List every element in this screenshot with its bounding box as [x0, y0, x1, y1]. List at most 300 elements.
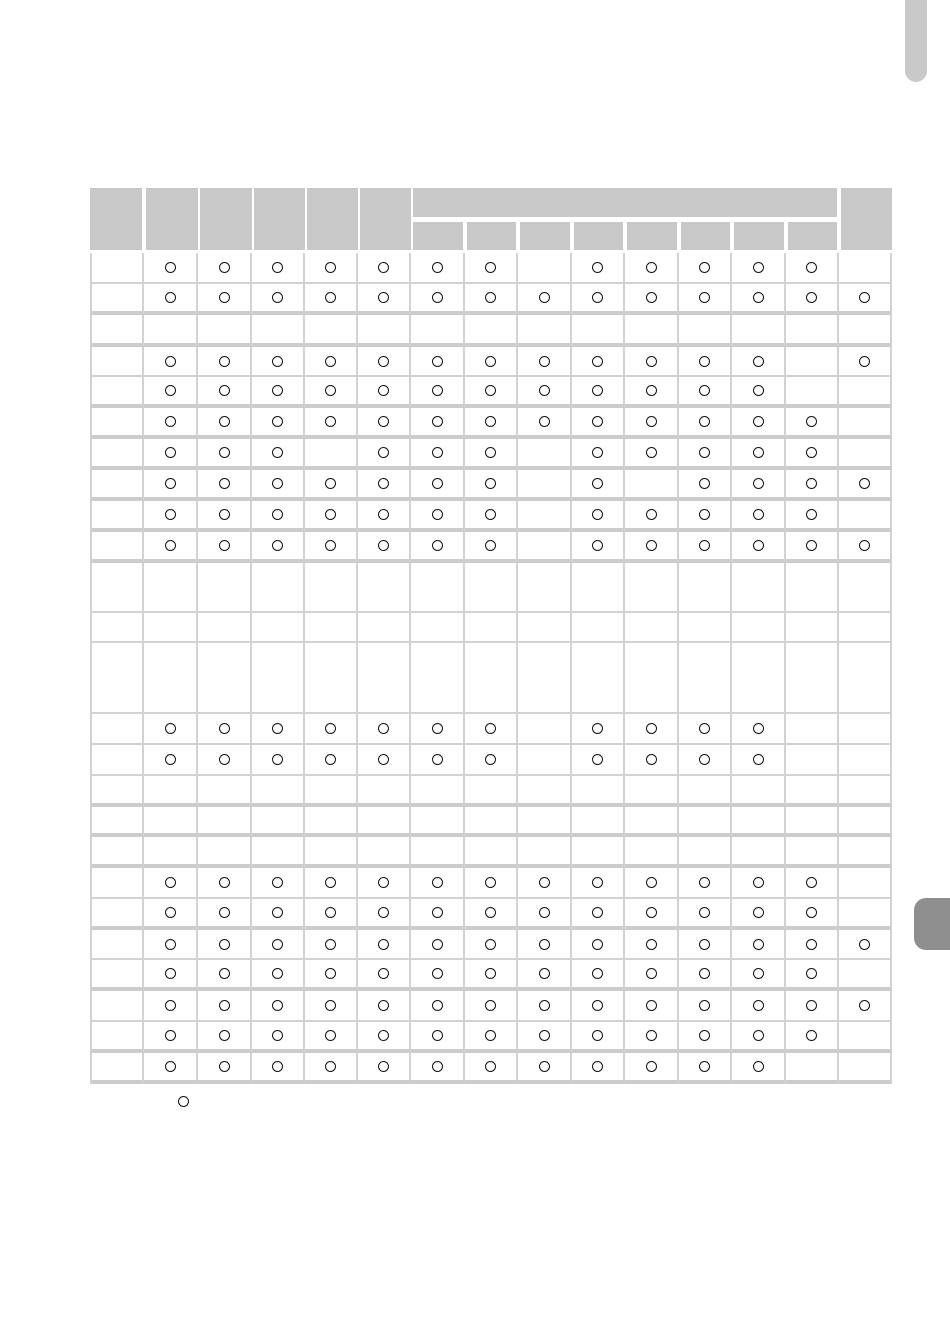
circle-mark-icon [272, 1000, 283, 1011]
table-cell [732, 377, 786, 408]
table-cell [465, 643, 518, 714]
circle-mark-icon [646, 385, 657, 396]
table-cell [572, 470, 625, 501]
circle-mark-icon [165, 907, 176, 918]
circle-mark-icon [485, 478, 496, 489]
table-cell [732, 807, 786, 837]
circle-mark-icon [753, 939, 764, 950]
table-cell [411, 501, 465, 532]
circle-mark-icon [378, 877, 389, 888]
circle-mark-icon [272, 356, 283, 367]
table-cell [411, 837, 465, 868]
table-cell [305, 1022, 358, 1053]
table-cell [839, 501, 892, 532]
circle-mark-icon [272, 262, 283, 273]
row-label [90, 613, 144, 643]
circle-mark-icon [378, 262, 389, 273]
table-cell [252, 613, 305, 643]
table-cell [144, 470, 198, 501]
circle-mark-icon [699, 877, 710, 888]
table-cell [252, 377, 305, 408]
table-cell [252, 643, 305, 714]
table-cell [572, 807, 625, 837]
circle-mark-icon [539, 356, 550, 367]
circle-mark-icon [165, 540, 176, 551]
table-cell [144, 563, 198, 613]
table-cell [358, 807, 411, 837]
table-cell [198, 1053, 252, 1084]
table-cell [839, 613, 892, 643]
circle-mark-icon [699, 723, 710, 734]
table-cell [358, 532, 411, 563]
table-cell [144, 837, 198, 868]
table-cell [732, 1022, 786, 1053]
circle-mark-icon [859, 292, 870, 303]
circle-mark-icon [485, 540, 496, 551]
table-cell [465, 714, 518, 745]
column-header [254, 188, 305, 250]
table-cell [252, 807, 305, 837]
table-cell [411, 613, 465, 643]
row-label [90, 807, 144, 837]
table-cell [518, 253, 572, 284]
circle-mark-icon [272, 939, 283, 950]
circle-mark-icon [806, 540, 817, 551]
circle-mark-icon [432, 1061, 443, 1072]
table-cell [839, 776, 892, 807]
table-cell [625, 408, 679, 439]
row-label [90, 284, 144, 315]
table-cell [305, 315, 358, 347]
table-cell [358, 470, 411, 501]
table-cell [305, 439, 358, 470]
table-cell [518, 868, 572, 899]
table-cell [305, 377, 358, 408]
table-cell [465, 347, 518, 377]
table-cell [679, 991, 732, 1022]
circle-mark-icon [219, 968, 230, 979]
circle-mark-icon [753, 968, 764, 979]
circle-mark-icon [219, 907, 230, 918]
table-cell [732, 439, 786, 470]
table-cell [839, 714, 892, 745]
table-cell [358, 991, 411, 1022]
table-cell [305, 899, 358, 930]
circle-mark-icon [219, 754, 230, 765]
table-cell [411, 930, 465, 960]
circle-mark-icon [432, 1000, 443, 1011]
circle-mark-icon [325, 478, 336, 489]
circle-mark-icon [806, 262, 817, 273]
table-cell [411, 1053, 465, 1084]
table-cell [252, 1022, 305, 1053]
table-cell [411, 408, 465, 439]
circle-mark-icon [485, 356, 496, 367]
circle-mark-icon [592, 1030, 603, 1041]
circle-mark-icon [485, 754, 496, 765]
circle-mark-icon [485, 262, 496, 273]
circle-mark-icon [806, 478, 817, 489]
circle-mark-icon [753, 356, 764, 367]
circle-mark-icon [753, 877, 764, 888]
table-cell [198, 807, 252, 837]
table-cell [358, 745, 411, 776]
table-cell [518, 408, 572, 439]
circle-mark-icon [753, 723, 764, 734]
table-cell [305, 930, 358, 960]
table-cell [198, 868, 252, 899]
table-cell [732, 745, 786, 776]
table-cell [679, 347, 732, 377]
column-subheader [681, 222, 730, 250]
table-cell [305, 960, 358, 991]
circle-mark-icon [646, 754, 657, 765]
table-cell [465, 501, 518, 532]
table-cell [518, 347, 572, 377]
circle-mark-icon [378, 416, 389, 427]
circle-mark-icon [378, 754, 389, 765]
table-cell [144, 532, 198, 563]
table-cell [144, 377, 198, 408]
table-cell [358, 315, 411, 347]
circle-mark-icon [806, 447, 817, 458]
circle-mark-icon [753, 540, 764, 551]
circle-mark-icon [165, 478, 176, 489]
table-cell [679, 714, 732, 745]
table-cell [625, 643, 679, 714]
table-cell [839, 284, 892, 315]
table-cell [144, 745, 198, 776]
table-cell [839, 745, 892, 776]
table-cell [786, 745, 839, 776]
circle-mark-icon [165, 292, 176, 303]
table-cell [679, 613, 732, 643]
circle-mark-icon [325, 416, 336, 427]
table-cell [572, 714, 625, 745]
table-cell [572, 899, 625, 930]
circle-mark-icon [272, 447, 283, 458]
table-cell [465, 1022, 518, 1053]
table-cell [518, 807, 572, 837]
table-cell [625, 439, 679, 470]
circle-mark-icon [378, 385, 389, 396]
row-label [90, 837, 144, 868]
table-cell [252, 439, 305, 470]
table-cell [305, 501, 358, 532]
row-label [90, 745, 144, 776]
column-header [841, 188, 892, 250]
table-cell [465, 899, 518, 930]
circle-mark-icon [165, 1000, 176, 1011]
column-header [360, 188, 411, 250]
circle-mark-icon [753, 478, 764, 489]
circle-mark-icon [485, 1000, 496, 1011]
circle-mark-icon [592, 509, 603, 520]
circle-mark-icon [485, 447, 496, 458]
table-cell [786, 868, 839, 899]
table-cell [305, 532, 358, 563]
table-cell [198, 253, 252, 284]
table-cell [518, 899, 572, 930]
table-cell [358, 563, 411, 613]
table-cell [572, 991, 625, 1022]
table-cell [518, 501, 572, 532]
circle-mark-icon [378, 292, 389, 303]
table-cell [839, 1022, 892, 1053]
table-cell [358, 960, 411, 991]
table-cell [518, 1053, 572, 1084]
circle-mark-icon [485, 877, 496, 888]
table-cell [732, 532, 786, 563]
table-cell [411, 868, 465, 899]
table-cell [358, 868, 411, 899]
circle-mark-icon [432, 540, 443, 551]
table-cell [465, 1053, 518, 1084]
circle-mark-icon [485, 1061, 496, 1072]
circle-mark-icon [432, 968, 443, 979]
table-cell [411, 776, 465, 807]
table-cell [572, 532, 625, 563]
circle-mark-icon [378, 356, 389, 367]
circle-mark-icon [485, 968, 496, 979]
circle-mark-icon [806, 877, 817, 888]
circle-mark-icon [432, 1030, 443, 1041]
table-cell [839, 930, 892, 960]
table-cell [625, 613, 679, 643]
table-cell [518, 470, 572, 501]
circle-mark-icon [753, 447, 764, 458]
table-cell [252, 960, 305, 991]
circle-mark-icon [272, 385, 283, 396]
table-cell [786, 347, 839, 377]
table-cell [679, 643, 732, 714]
table-cell [305, 745, 358, 776]
circle-mark-icon [272, 968, 283, 979]
table-cell [625, 837, 679, 868]
table-cell [732, 470, 786, 501]
circle-mark-icon [165, 262, 176, 273]
table-cell [625, 991, 679, 1022]
table-cell [305, 408, 358, 439]
table-cell [411, 439, 465, 470]
table-cell [518, 837, 572, 868]
table-cell [625, 284, 679, 315]
row-label [90, 470, 144, 501]
circle-mark-icon [592, 292, 603, 303]
circle-mark-icon [219, 385, 230, 396]
circle-mark-icon [699, 754, 710, 765]
table-cell [786, 776, 839, 807]
circle-mark-icon [485, 385, 496, 396]
table-cell [679, 408, 732, 439]
table-cell [572, 315, 625, 347]
table-cell [625, 1053, 679, 1084]
table-cell [252, 899, 305, 930]
circle-mark-icon [378, 540, 389, 551]
table-cell [572, 837, 625, 868]
circle-mark-icon [753, 1030, 764, 1041]
table-cell [839, 899, 892, 930]
table-cell [786, 377, 839, 408]
circle-mark-icon [539, 292, 550, 303]
table-cell [358, 714, 411, 745]
row-label [90, 930, 144, 960]
table-cell [625, 745, 679, 776]
table-cell [358, 930, 411, 960]
row-label [90, 991, 144, 1022]
circle-mark-icon [432, 385, 443, 396]
table-cell [786, 960, 839, 991]
table-cell [198, 991, 252, 1022]
circle-mark-icon [219, 416, 230, 427]
circle-mark-icon [646, 509, 657, 520]
table-cell [411, 643, 465, 714]
table-cell [144, 643, 198, 714]
table-cell [572, 1053, 625, 1084]
table-cell [679, 532, 732, 563]
table-cell [732, 408, 786, 439]
circle-mark-icon [592, 540, 603, 551]
circle-mark-icon [646, 877, 657, 888]
circle-mark-icon [592, 416, 603, 427]
table-cell [786, 532, 839, 563]
table-cell [144, 807, 198, 837]
circle-mark-icon [219, 939, 230, 950]
table-cell [839, 868, 892, 899]
table-cell [839, 643, 892, 714]
table-cell [839, 807, 892, 837]
table-cell [305, 714, 358, 745]
circle-mark-icon [485, 1030, 496, 1041]
table-cell [252, 930, 305, 960]
table-cell [839, 470, 892, 501]
circle-mark-icon [806, 292, 817, 303]
table-cell [198, 776, 252, 807]
circle-mark-icon [646, 1000, 657, 1011]
table-cell [358, 439, 411, 470]
table-cell [732, 960, 786, 991]
table-cell [465, 377, 518, 408]
circle-mark-icon [699, 356, 710, 367]
table-cell [732, 930, 786, 960]
circle-mark-icon [178, 1096, 189, 1107]
table-cell [572, 284, 625, 315]
table-cell [572, 1022, 625, 1053]
table-cell [786, 439, 839, 470]
circle-mark-icon [699, 416, 710, 427]
table-cell [518, 930, 572, 960]
circle-mark-icon [646, 262, 657, 273]
circle-mark-icon [699, 385, 710, 396]
circle-mark-icon [432, 939, 443, 950]
table-cell [465, 837, 518, 868]
table-cell [411, 470, 465, 501]
table-cell [732, 284, 786, 315]
table-cell [411, 899, 465, 930]
table-cell [411, 745, 465, 776]
column-header [307, 188, 358, 250]
column-subheader [413, 222, 463, 250]
table-cell [786, 284, 839, 315]
table-cell [411, 563, 465, 613]
table-cell [252, 408, 305, 439]
table-cell [732, 347, 786, 377]
table-cell [625, 714, 679, 745]
circle-mark-icon [272, 1030, 283, 1041]
row-label [90, 643, 144, 714]
circle-mark-icon [699, 968, 710, 979]
table-cell [358, 776, 411, 807]
table-cell [679, 807, 732, 837]
circle-mark-icon [539, 416, 550, 427]
table-cell [625, 960, 679, 991]
row-label [90, 253, 144, 284]
table-cell [305, 837, 358, 868]
table-cell [198, 439, 252, 470]
table-cell [572, 960, 625, 991]
circle-mark-icon [272, 723, 283, 734]
table-cell [572, 253, 625, 284]
circle-mark-icon [219, 1000, 230, 1011]
table-cell [465, 408, 518, 439]
circle-mark-icon [378, 478, 389, 489]
circle-mark-icon [646, 1030, 657, 1041]
circle-mark-icon [806, 416, 817, 427]
circle-mark-icon [272, 1061, 283, 1072]
table-cell [144, 1053, 198, 1084]
table-cell [252, 253, 305, 284]
circle-mark-icon [699, 1030, 710, 1041]
table-cell [572, 439, 625, 470]
table-cell [358, 253, 411, 284]
circle-mark-icon [378, 939, 389, 950]
table-cell [465, 253, 518, 284]
circle-mark-icon [485, 907, 496, 918]
table-cell [358, 837, 411, 868]
table-cell [358, 1053, 411, 1084]
table-cell [144, 253, 198, 284]
table-cell [252, 776, 305, 807]
table-cell [786, 1022, 839, 1053]
circle-mark-icon [325, 939, 336, 950]
table-cell [252, 470, 305, 501]
circle-mark-icon [699, 1061, 710, 1072]
circle-mark-icon [539, 968, 550, 979]
table-cell [465, 868, 518, 899]
table-cell [518, 991, 572, 1022]
table-cell [572, 347, 625, 377]
circle-mark-icon [592, 385, 603, 396]
circle-mark-icon [539, 385, 550, 396]
table-cell [198, 643, 252, 714]
table-cell [252, 1053, 305, 1084]
circle-mark-icon [325, 509, 336, 520]
table-cell [518, 532, 572, 563]
circle-mark-icon [539, 877, 550, 888]
circle-mark-icon [272, 754, 283, 765]
circle-mark-icon [272, 478, 283, 489]
table-cell [198, 1022, 252, 1053]
circle-mark-icon [539, 1030, 550, 1041]
circle-mark-icon [165, 939, 176, 950]
circle-mark-icon [539, 939, 550, 950]
table-cell [572, 776, 625, 807]
circle-mark-icon [646, 907, 657, 918]
table-cell [518, 563, 572, 613]
table-cell [465, 563, 518, 613]
table-cell [198, 408, 252, 439]
table-cell [252, 868, 305, 899]
